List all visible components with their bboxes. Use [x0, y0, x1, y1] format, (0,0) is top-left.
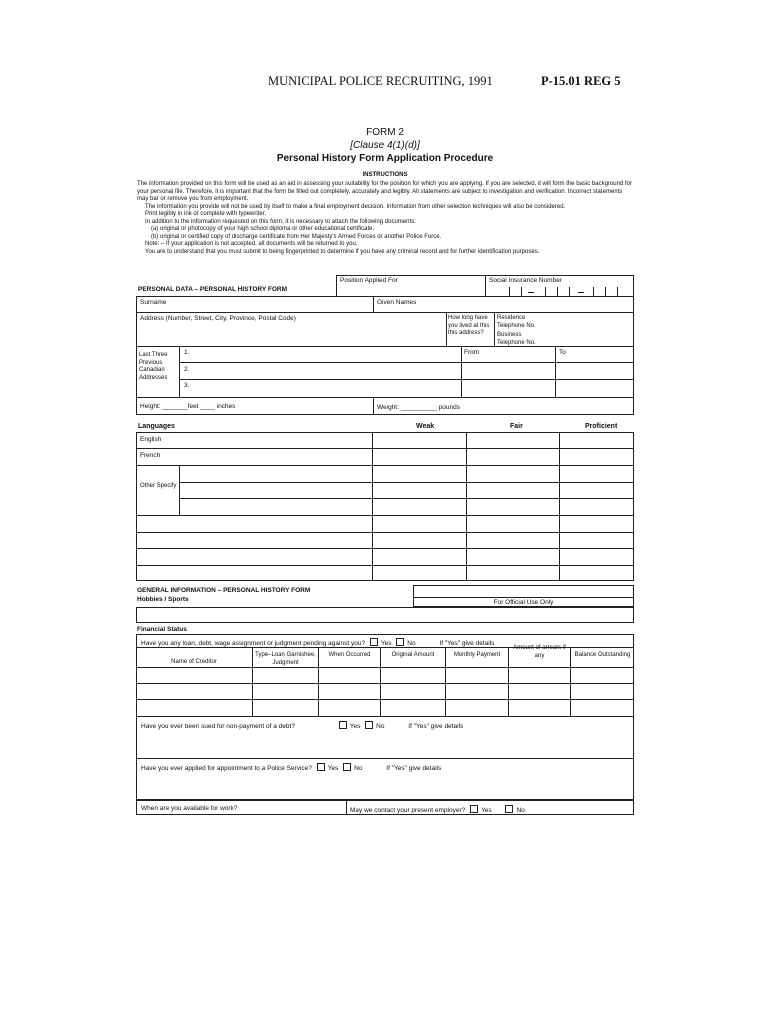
sued-question-text: Have you ever been sued for non-payment of a debt?	[141, 723, 295, 730]
hobbies-field[interactable]	[136, 607, 634, 623]
contact-employer-text: May we contact your present employer?	[350, 807, 466, 814]
police-no-label: No	[354, 765, 363, 772]
debt-no-checkbox[interactable]	[396, 638, 404, 646]
position-label: Position Applied For	[340, 277, 398, 284]
debt-question-text: Have you any loan, debt, wage assignment or judgment pending against you?	[141, 640, 366, 647]
debt-yes-label: Yes	[380, 640, 392, 647]
personal-section-heading: PERSONAL DATA – PERSONAL HISTORY FORM	[138, 286, 288, 293]
height-field[interactable]: Height: _______feet ____ inches	[140, 403, 236, 410]
type-header: Type–Loan Garnishee, Judgment	[255, 652, 316, 666]
contact-yes-label: Yes	[481, 807, 492, 814]
balance-header: Balance Outstanding	[574, 652, 631, 658]
financial-heading: Financial Status	[137, 626, 187, 633]
police-yes-checkbox[interactable]	[317, 763, 325, 771]
page-title: Personal History Form Application Procedure	[276, 153, 494, 164]
police-no-checkbox[interactable]	[343, 763, 351, 771]
instruction-p2: The information you provide will not be used by itself to make a final employment decision. Information from other selection techniques will also be considered.	[145, 203, 566, 210]
instruction-p5: (a) original or photocopy of your high school diploma or other educational certificate.	[151, 226, 375, 232]
running-header: MUNICIPAL POLICE RECRUITING, 1991	[268, 74, 493, 88]
police-details-label: If "Yes" give details	[386, 765, 442, 772]
english-label: English	[140, 436, 162, 443]
sin-label: Social Insurance Number	[489, 277, 562, 284]
address-1: 1.	[184, 349, 190, 356]
official-use-label: For Official Use Only	[493, 599, 554, 606]
sued-no-checkbox[interactable]	[365, 721, 373, 729]
to-label: To	[559, 349, 566, 356]
police-yes-label: Yes	[327, 765, 339, 772]
other-language-label: Other Specify	[140, 483, 177, 489]
address-3: 3.	[184, 382, 190, 389]
available-label: When are you available for work?	[141, 805, 238, 812]
instruction-p1: The information provided on this form will be used as an aid in assessing your suitability for the position for which you are applying. If you are selected, it will form the basic background for your personal file. Therefore, it is important that the form be filled out completely, accurately and legibly. All statements are subject to investigation and verification. Incorrect statements may bar or remove you from employment.	[137, 181, 632, 202]
instructions-heading: INSTRUCTIONS	[362, 172, 408, 178]
monthly-header: Monthly Payment	[453, 652, 501, 658]
contact-yes-checkbox[interactable]	[470, 805, 478, 813]
hobbies-label: Hobbies / Sports	[137, 596, 189, 603]
business-phone-label: Business Telephone No.	[497, 332, 536, 346]
sued-question	[141, 721, 463, 730]
given-names-label: Given Names	[377, 299, 417, 306]
contact-employer-question	[350, 805, 525, 814]
instruction-p8: You are to understand that you must submit to being fingerprinted to determine if you have any criminal record and for further identification purposes.	[145, 248, 540, 255]
instruction-p4: In addition to the information requested on this form, it is necessary to attach the following documents:	[145, 218, 416, 225]
from-label: From	[464, 349, 480, 356]
general-info-heading: GENERAL INFORMATION – PERSONAL HISTORY FORM	[137, 587, 311, 594]
languages-heading: Languages	[138, 423, 175, 430]
previous-addresses-label: Last Three Previous Canadian Addresses	[139, 352, 168, 381]
french-label: French	[140, 452, 161, 459]
fair-header: Fair	[510, 423, 523, 430]
weak-header: Weak	[416, 423, 435, 430]
arrears-header: Amount of arrears if any	[513, 645, 566, 659]
proficient-header: Proficient	[585, 423, 618, 430]
debt-yes-checkbox[interactable]	[370, 638, 378, 646]
police-service-question	[141, 763, 441, 772]
instructions-body	[137, 181, 635, 256]
how-long-label: How long have you lived at this this address?	[448, 315, 490, 336]
instruction-p7: Note: – If your application is not accepted, all documents will be returned to you.	[145, 241, 358, 247]
contact-no-label: No	[516, 807, 525, 814]
residence-phone-label: Residence Telephone No.	[497, 315, 536, 329]
surname-label: Surname	[140, 299, 167, 306]
debt-question	[141, 638, 494, 647]
creditor-header: Name of Creditor	[171, 659, 217, 665]
contact-no-checkbox[interactable]	[505, 805, 513, 813]
original-header: Original Amount	[391, 652, 435, 658]
sued-yes-label: Yes	[349, 723, 361, 730]
form-number: FORM 2	[366, 127, 404, 138]
debt-details-label: If "Yes" give details	[439, 640, 495, 647]
form-clause: [Clause 4(1)(d)]	[350, 140, 420, 151]
when-header: When Occurred	[328, 652, 371, 658]
police-service-question-text: Have you ever applied for appointment to a Police Service?	[141, 765, 312, 772]
address-label: Address (Number, Street, City, Province, Postal Code)	[140, 315, 296, 322]
weight-field[interactable]: Weight: __________ pounds	[377, 404, 461, 411]
sued-details-label: If "Yes" give details	[408, 723, 464, 730]
debt-no-label: No	[407, 640, 416, 647]
sued-yes-checkbox[interactable]	[339, 721, 347, 729]
sued-no-label: No	[376, 723, 385, 730]
regulation-number: P-15.01 REG 5	[541, 74, 621, 88]
instruction-p6: (b) original or certified copy of discharge certificate from Her Majesty's Armed Forces or another Police Force.	[151, 233, 442, 240]
instruction-p3: Print legibly in ink or complete with typewriter.	[145, 211, 267, 217]
address-2: 2.	[184, 366, 190, 373]
